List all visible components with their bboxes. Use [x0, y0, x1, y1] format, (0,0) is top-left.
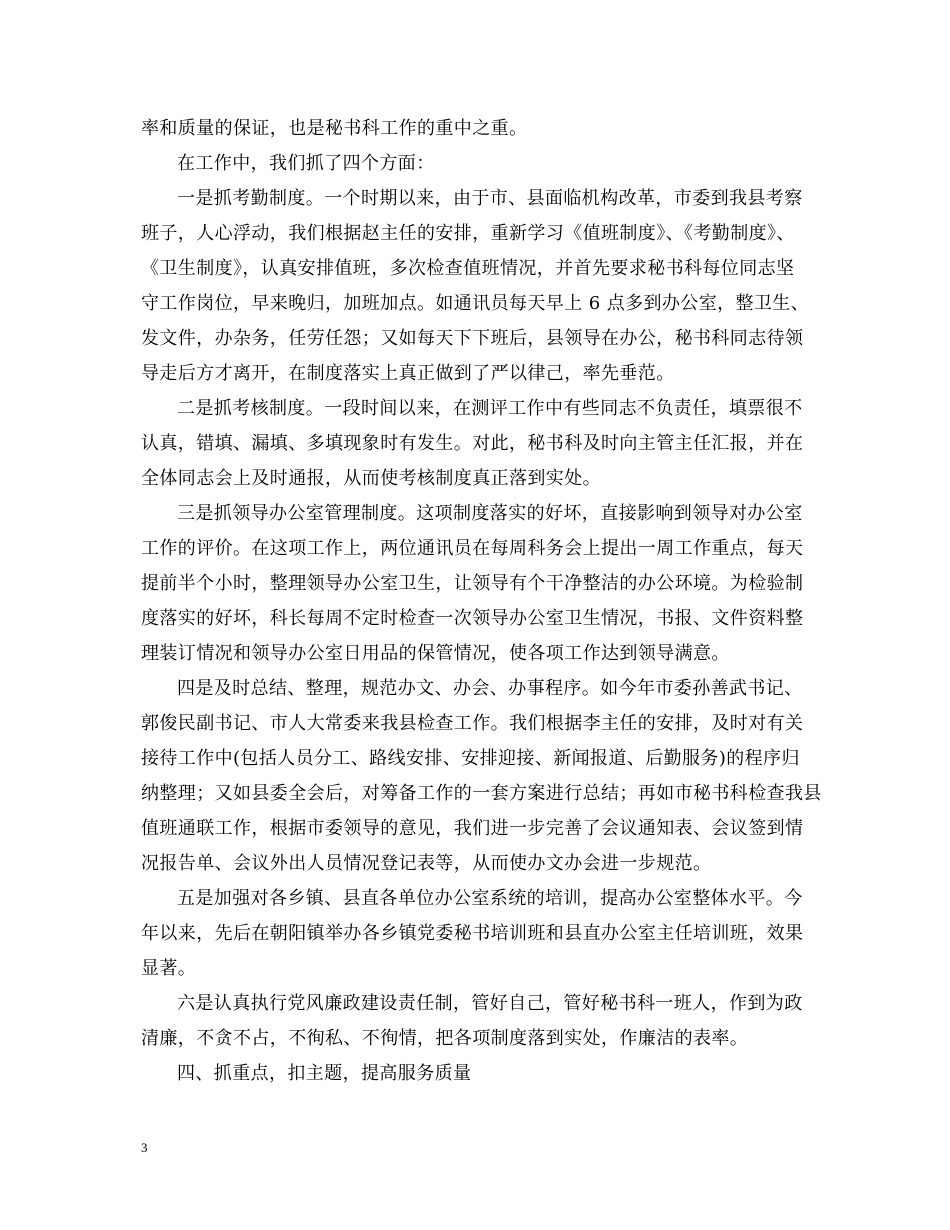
text-line: 率和质量的保证，也是秘书科工作的重中之重。 — [141, 118, 528, 139]
text-line: 工作的评价。在这项工作上，两位通讯员在每周科务会上提出一周工作重点，每天 — [141, 538, 804, 559]
text-line: 《卫生制度》，认真安排值班，多次检查值班情况，并首先要求秘书科每位同志坚 — [141, 258, 795, 279]
text-line: 郭俊民副书记、市人大常委来我县检查工作。我们根据李主任的安排，及时对有关 — [141, 713, 804, 734]
text-line: 五是加强对各乡镇、县直各单位办公室系统的培训，提高办公室整体水平。今 — [177, 888, 803, 909]
text-line: 接待工作中(包括人员分工、路线安排、安排迎接、新闻报道、后勤服务)的程序归 — [141, 748, 800, 769]
text-line: 发文件，办杂务，任劳任怨；又如每天下下班后，县领导在办公，秘书科同志待领 — [141, 328, 804, 349]
text-line: 提前半个小时，整理领导办公室卫生，让领导有个干净整洁的办公环境。为检验制 — [141, 573, 804, 594]
text-line: 班子，人心浮动，我们根据赵主任的安排，重新学习《值班制度》、《考勤制度》、 — [141, 223, 795, 244]
text-line: 六是认真执行党风廉政建设责任制，管好自己，管好秘书科一班人，作到为政 — [177, 993, 803, 1014]
text-line: 清廉，不贪不占，不徇私、不徇情，把各项制度落到实处，作廉洁的表率。 — [141, 1028, 749, 1049]
text-line: 年以来，先后在朝阳镇举办各乡镇党委秘书培训班和县直办公室主任培训班，效果 — [141, 923, 804, 944]
text-line: 纳整理；又如县委全会后，对筹备工作的一套方案进行总结；再如市秘书科检查我县 — [141, 783, 822, 804]
text-line: 一是抓考勤制度。一个时期以来，由于市、县面临机构改革，市委到我县考察 — [177, 188, 803, 209]
section-heading: 四、抓重点，扣主题，提高服务质量 — [177, 1063, 472, 1084]
text-line: 导走后方才离开，在制度落实上真正做到了严以律己，率先垂范。 — [141, 363, 675, 384]
text-line: 四是及时总结、整理，规范办文、办会、办事程序。如今年市委孙善武书记、 — [177, 678, 803, 699]
text-line: 认真，错填、漏填、多填现象时有发生。对此，秘书科及时向主管主任汇报，并在 — [141, 433, 804, 454]
text-line: 二是抓考核制度。一段时间以来，在测评工作中有些同志不负责任，填票很不 — [177, 398, 803, 419]
text-line: 理装订情况和领导办公室日用品的保管情况，使各项工作达到领导满意。 — [141, 643, 730, 664]
text-line: 全体同志会上及时通报，从而使考核制度真正落到实处。 — [141, 468, 601, 489]
text-line: 况报告单、会议外出人员情况登记表等，从而使办文办会进一步规范。 — [141, 853, 712, 874]
text-line: 在工作中，我们抓了四个方面： — [177, 153, 435, 174]
text-line: 守工作岗位，早来晚归，加班加点。如通讯员每天早上 6 点多到办公室，整卫生、 — [141, 293, 810, 314]
page-number: 3 — [141, 1140, 148, 1155]
text-line: 显著。 — [141, 958, 197, 979]
text-line: 度落实的好坏，科长每周不定时检查一次领导办公室卫生情况，书报、文件资料整 — [141, 608, 804, 629]
text-line: 三是抓领导办公室管理制度。这项制度落实的好坏，直接影响到领导对办公室 — [177, 503, 803, 524]
text-line: 值班通联工作，根据市委领导的意见，我们进一步完善了会议通知表、会议签到情 — [141, 818, 804, 839]
